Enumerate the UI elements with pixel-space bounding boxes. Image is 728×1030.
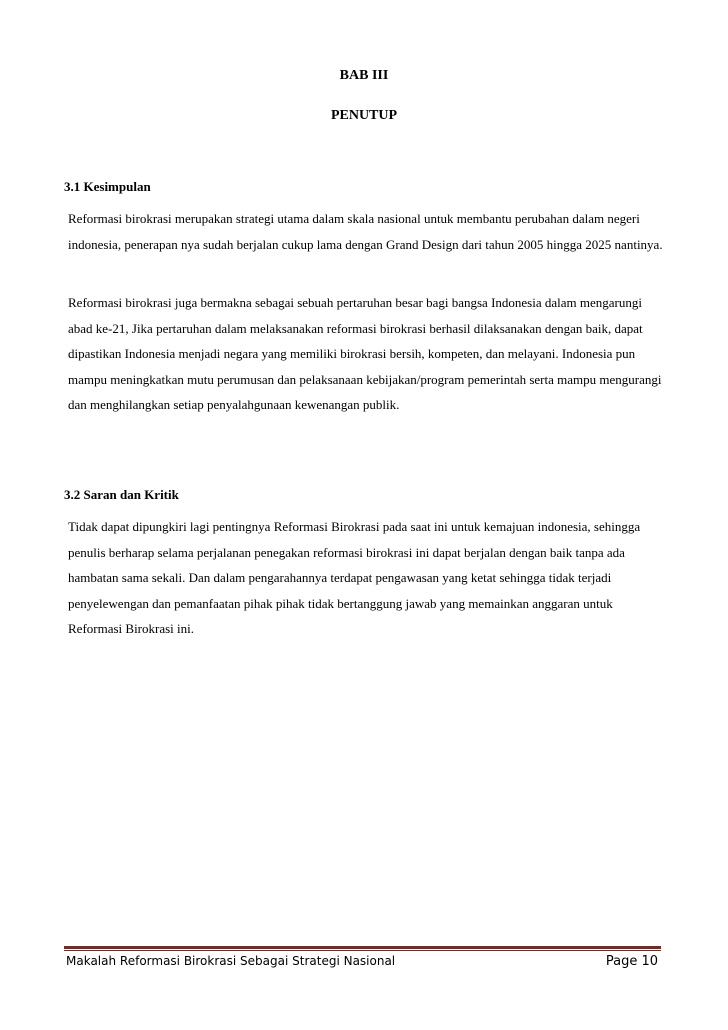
chapter-title: PENUTUP — [330, 108, 398, 123]
paragraph: Reformasi birokrasi juga bermakna sebagai sebuah pertaruhan besar bagi bangsa Indonesia dalam mengarungi abad ke-21, Jika pertaruhan dalam melaksanakan reformasi birokrasi berhasil dilaksanakan dengan baik, dapat dipastikan Indonesia menjadi negara yang memiliki birokrasi bersih, kompeten, dan melayani. Indonesia pun mampu meningkatkan mutu perumusan dan pelaksanaan kebijakan/program pemerintah serta mampu mengurangi dan menghilangkan setiap penyalahgunaan kewenangan publik. — [68, 295, 662, 412]
paragraph: Tidak dapat dipungkiri lagi pentingnya Reformasi Birokrasi pada saat ini untuk kemajuan indonesia, sehingga penulis berharap selama perjalanan penegakan reformasi birokrasi ini dapat berjalan dengan baik tanpa ada hambatan sama sekali. Dan dalam pengarahannya terdapat pengawasan yang ketat sehingga tidak terjadi penyelewengan dan pemanfaatan pihak pihak tidak bertanggung jawab yang memainkan anggaran untuk Reformasi Birokrasi ini. — [68, 519, 641, 636]
section-heading-saran-kritik: 3.2 Saran dan Kritik — [64, 487, 179, 502]
chapter-label: BAB III — [339, 68, 389, 83]
footer-document-title: Makalah Reformasi Birokrasi Sebagai Strategi Nasional — [66, 954, 396, 968]
footer-divider — [64, 946, 661, 949]
section-heading-kesimpulan: 3.1 Kesimpulan — [64, 179, 151, 194]
footer-divider-thin — [64, 950, 661, 951]
paragraph: Reformasi birokrasi merupakan strategi utama dalam skala nasional untuk membantu perubahan dalam negeri indonesia, penerapan nya sudah berjalan cukup lama dengan Grand Design dari tahun 2005 hingga 2025 nantinya. — [68, 211, 663, 252]
footer-page-number: Page 10 — [605, 954, 658, 969]
